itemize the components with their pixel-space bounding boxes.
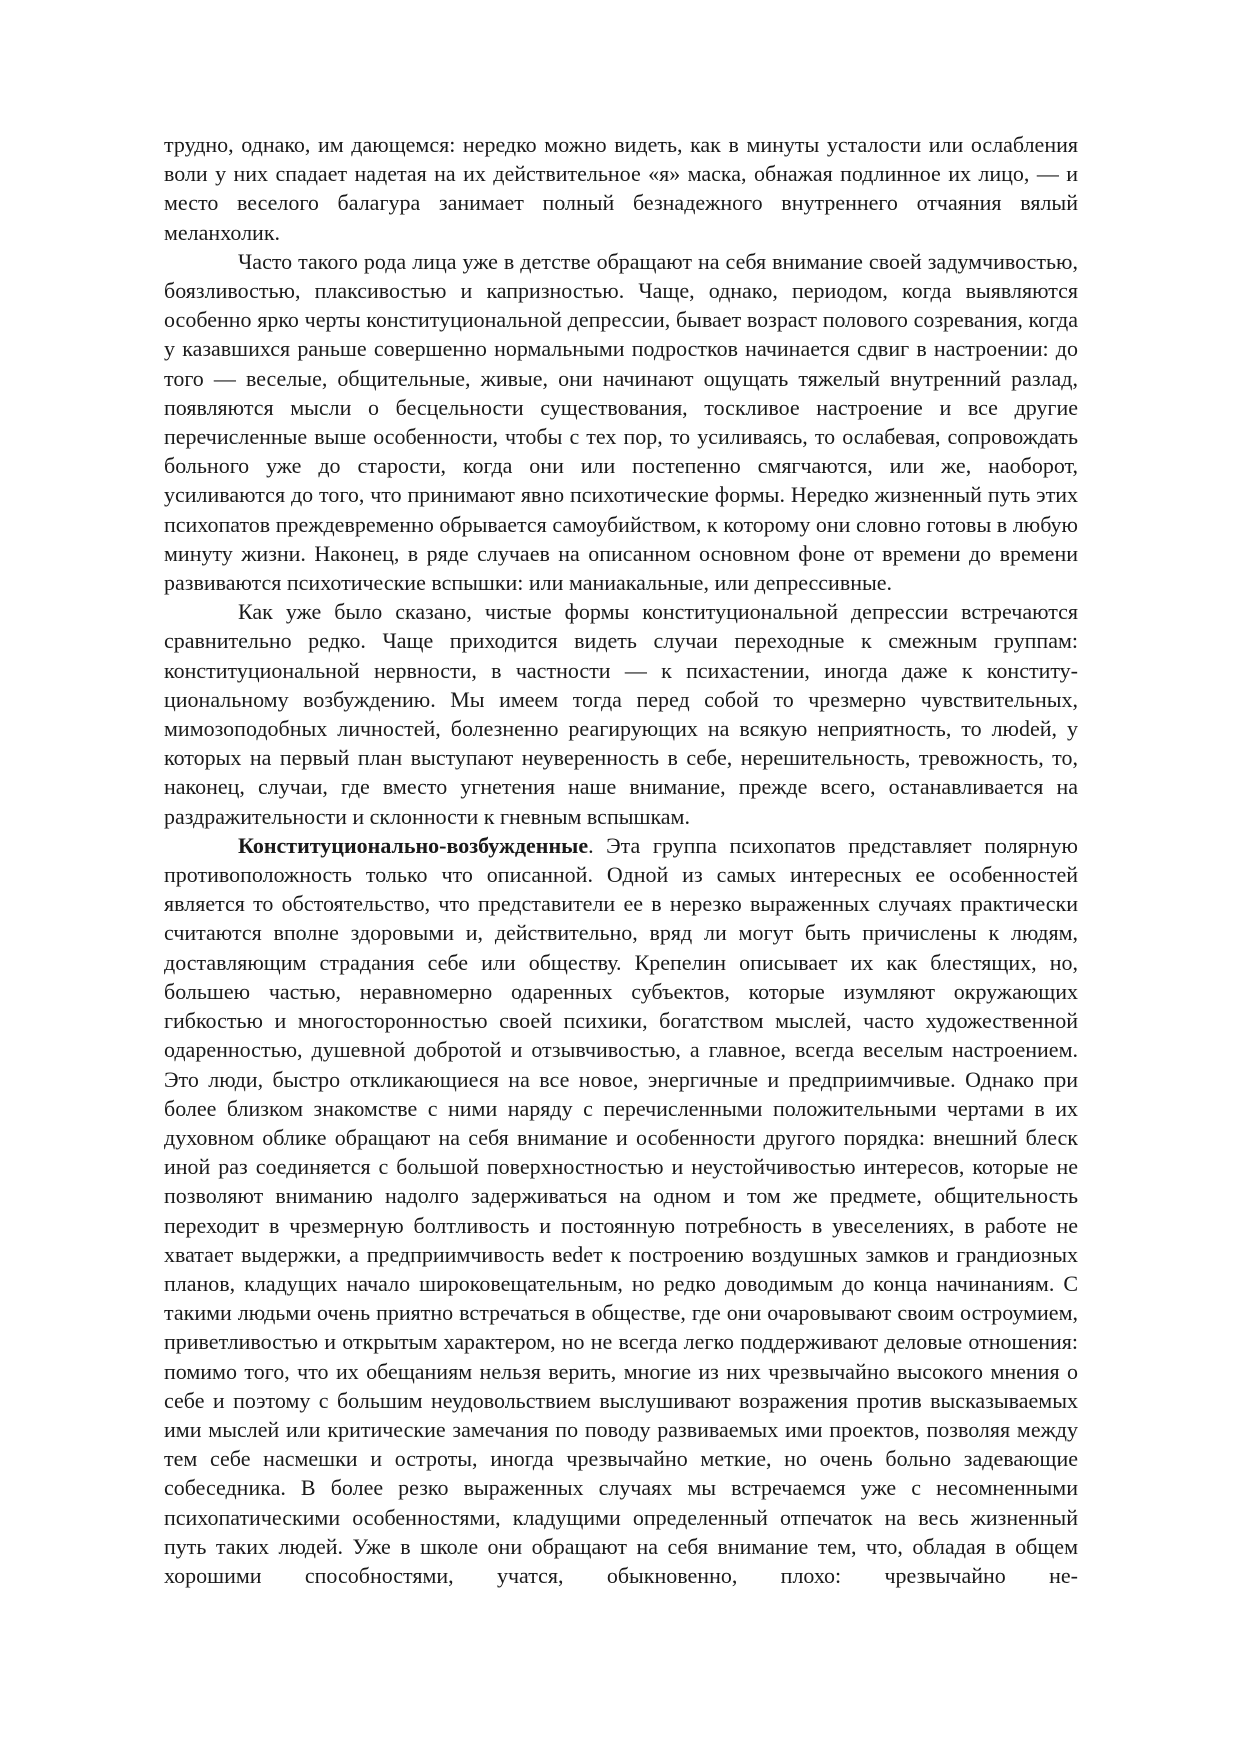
- paragraph-1: трудно, однако, им дающемся: нередко можно видеть, как в минуты усталости или ослабления воли у них спадает надетая на их действительное «я» маска, обнажая подлинное их лицо, — и место веселого балагура занимает полный безнадежного внутреннего отчаяния вялый меланхолик.: [164, 132, 1078, 245]
- paragraph-3: Как уже было сказано, чистые формы конституциональной депрессии встречаются сравнительно редко. Чаще приходится видеть случаи переходные к смежным группам: конституциональной нервности, в частности — к психастении, иногда даже к конституциональному возбуждению. Мы имеем тогда перед собой то чрезмерно чувствительных, мимозоподобных личностей, болезненно реагирующих на всякую неприятность, то люdей, у которых на первый план выступают неуверенность в себе, нерешительность, тревожность, то, наконец, случаи, где вместо угнетения наше внимание, прежде всего, останавливается на раздражительности и склонности к гневным вспышкам.: [164, 599, 1078, 829]
- paragraph-4: [164, 831, 1078, 1590]
- paragraph-4-body: . Эта группа психопатов представляет полярную противоположность только что описанной. Одной из самых интересных ее особенностей является то обстоятельство, что представители ее в нерезко выраженных случаях практически считаются вполне здоровыми и, действительно, вряд ли могут быть причислены к людям, доставляющим страдания себе или обществу. Крепелин описывает их как блестящих, но, большею частью, неравномерно одаренных субъектов, которые изумляют окружающих гибкостью и многосторонностью своей психики, богатством мыслей, часто художественной одаренностью, душевной добротой и отзывчивостью, а главное, всегда веселым настроением. Это люди, быстро откликающиеся на все новое, энергичные и предприимчивые. Однако при более близком знакомстве с ними наряду с перечисленными положительными чертами в их духовном облике обращают на себя внимание и особенности другого порядка: внешний блеск иной раз соединяется с большой поверхностностью и неустойчивостью интересов, которые не позволяют вниманию надолго задерживаться на одном и том же предмете, общительность переходит в чрезмерную болтливость и постоянную потребность в увеселениях, в работе не хватает выдержки, а предприимчивость веdет к построению воздушных замков и грандиозных планов, кладущих начало широковещательным, но редко доводимым до конца начинаниям. С такими людьми очень приятно встречаться в обществе, где они очаровывают своим остроумием, приветливостью и открытым характером, но не всегда легко поддерживают деловые отношения: помимо того, что их обещаниям нельзя верить, многие из них чрезвычайно высокого мнения о себе и поэтому с большим неудовольствием выслушивают возражения против высказываемых ими мыслей или критические замечания по поводу развиваемых ими проектов, позволяя между тем себе насмешки и остроты, иногда чрезвычайно меткие, но очень больно задевающие собеседника. В более резко выраженных случаях мы встречаемся уже с несомненными психопатическими особенностями, кладущими определенный отпечаток на весь жизненный путь таких людей. Уже в школе они обращают на себя внимание тем, что, обладая в общем хорошими способностями, учатся, обыкновенно, плохо: чрезвычайно не-: [164, 832, 1078, 1588]
- section-term-heading: Конституционально-возбужденные: [238, 832, 589, 858]
- document-page: [164, 130, 1078, 1590]
- paragraph-2: Часто такого рода лица уже в детстве обращают на себя внимание своей задумчивостью, боязливостью, плаксивостью и капризностью. Чаще, однако, периодом, когда выявляются особенно ярко черты конституциональной депрессии, бывает возраст полового созревания, когда у казавшихся раньше совершенно нормальными подростков начинается сдвиг в настроении: до того — веселые, общительные, живые, они начинают ощущать тяжелый внутренний разлад, появляются мысли о бесцельности существования, тоскливое настроение и все другие перечисленные выше особенности, чтобы с тех пор, то усиливаясь, то ослабевая, сопровождать больного уже до старости, когда они или постепенно смягчаются, или же, наоборот, усиливаются до того, что принимают явно психотические формы. Нередко жизненный путь этих психопатов преждевременно обрывается самоубийством, к которому они словно готовы в любую минуту жизни. Наконец, в ряде случаев на описанном основном фоне от времени до времени развиваются психотические вспышки: или маниакальные, или депрессивные.: [164, 248, 1078, 596]
